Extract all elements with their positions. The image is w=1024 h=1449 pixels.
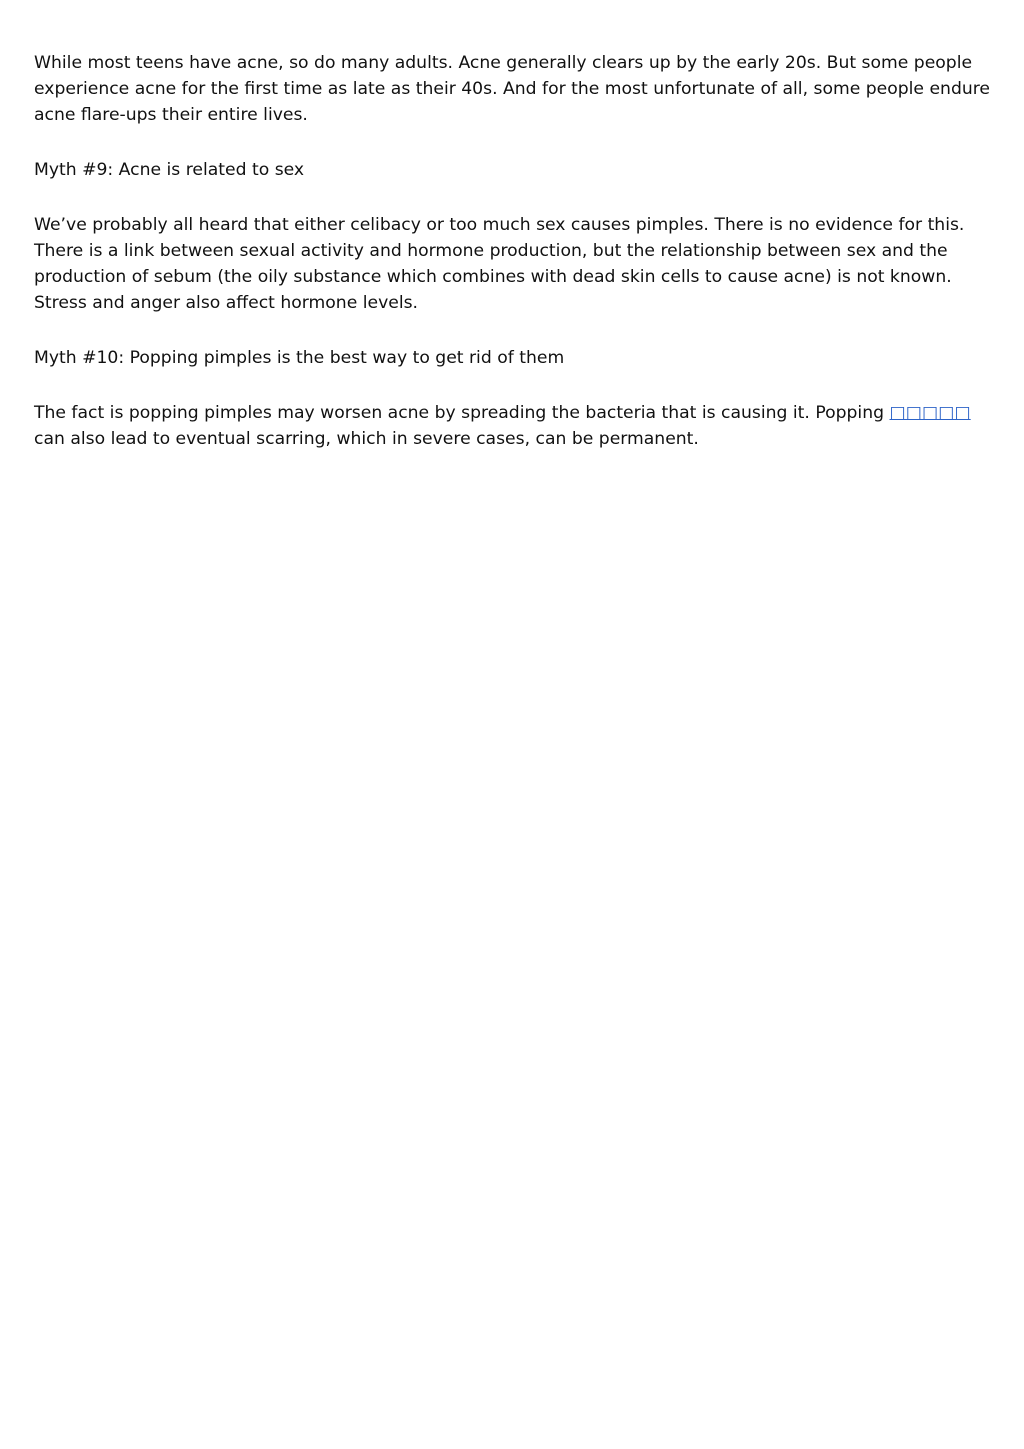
heading-myth-10: Myth #10: Popping pimples is the best way to get rid of them bbox=[34, 348, 565, 368]
document-body bbox=[34, 50, 990, 481]
paragraph-popping-pimples bbox=[34, 400, 990, 452]
popping-text-after-link: can also lead to eventual scarring, which in severe cases, can be permanent. bbox=[34, 429, 699, 449]
inline-link[interactable]: □□□□□ bbox=[889, 403, 971, 423]
heading-myth-9: Myth #9: Acne is related to sex bbox=[34, 160, 305, 180]
paragraph-acne-adults: While most teens have acne, so do many adults. Acne generally clears up by the early 20s. But some people experience acne for the first time as late as their 40s. And for the most unfortunate of all, some people endure acne flare-ups their entire lives. bbox=[34, 53, 991, 125]
popping-text-before-link: The fact is popping pimples may worsen acne by spreading the bacteria that is causing it. Popping bbox=[34, 403, 890, 423]
paragraph-acne-sex: We’ve probably all heard that either celibacy or too much sex causes pimples. There is no evidence for this. There is a link between sexual activity and hormone production, but the relationship between sex and the production of sebum (the oily substance which combines with dead skin cells to cause acne) is not known. Stress and anger also affect hormone levels. bbox=[34, 215, 965, 313]
